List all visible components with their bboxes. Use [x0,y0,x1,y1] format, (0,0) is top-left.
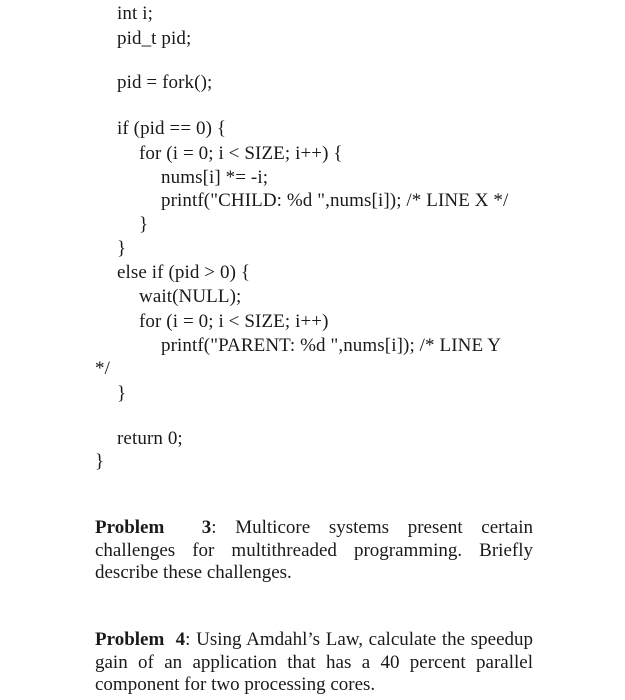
code-line: int i; [117,3,153,24]
problem-text: : Using Amdahl’s Law, calculate the speedup gain of an application that has a 40 percent parallel component for two processing cores. [95,629,533,695]
problem-text: : Multicore systems present certain challenges for multithreaded programming. Briefly describe these challenges. [95,517,533,583]
code-line: printf("CHILD: %d ",nums[i]); /* LINE X */ [161,190,509,211]
problem-label: Problem 3 [95,517,212,538]
problem-3 [95,517,533,585]
code-line: } [117,383,127,404]
code-line: } [117,238,127,259]
code-line: pid = fork(); [117,72,213,93]
problem-label: Problem 4 [95,629,186,650]
code-line: wait(NULL); [139,286,242,307]
code-line: } [95,451,105,472]
problem-4 [95,629,533,697]
code-line: for (i = 0; i < SIZE; i++) { [139,143,343,164]
code-line: return 0; [117,428,183,449]
code-line: for (i = 0; i < SIZE; i++) [139,311,329,332]
code-line: if (pid == 0) { [117,118,227,139]
code-line: else if (pid > 0) { [117,262,251,283]
code-line: pid_t pid; [117,28,192,49]
code-line: nums[i] *= -i; [161,167,269,188]
code-line: */ [95,358,110,379]
code-line: printf("PARENT: %d ",nums[i]); /* LINE Y [161,335,502,356]
code-line: } [139,214,149,235]
